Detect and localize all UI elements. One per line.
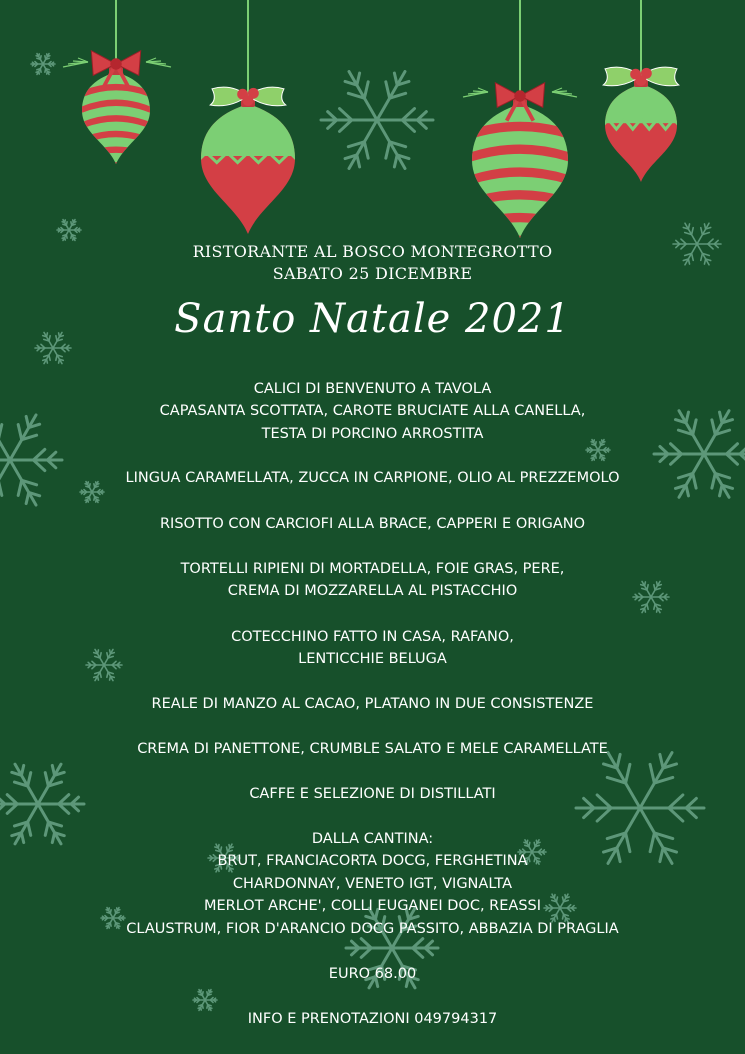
menu-line: CREMA DI MOZZARELLA AL PISTACCHIO — [227, 583, 518, 599]
event-date: SABATO 25 DICEMBRE — [272, 264, 473, 283]
contact-info: INFO E PRENOTAZIONI 049794317 — [247, 1011, 498, 1027]
wine-line: BRUT, FRANCIACORTA DOCG, FERGHETINA — [217, 853, 528, 869]
menu-line: CAFFE E SELEZIONE DI DISTILLATI — [249, 786, 496, 802]
menu-line: LINGUA CARAMELLATA, ZUCCA IN CARPIONE, OLIO AL PREZZEMOLO — [125, 470, 620, 486]
price: EURO 68.00 — [328, 966, 417, 982]
menu-line: REALE DI MANZO AL CACAO, PLATANO IN DUE CONSISTENZE — [151, 696, 594, 712]
menu-line: TORTELLI RIPIENI DI MORTADELLA, FOIE GRAS, PERE, — [180, 561, 565, 577]
menu-line: CREMA DI PANETTONE, CRUMBLE SALATO E MELE CARAMELLATE — [137, 741, 608, 757]
menu-line: CALICI DI BENVENUTO A TAVOLA — [253, 381, 492, 397]
wine-line: CLAUSTRUM, FIOR D'ARANCIO DOCG PASSITO, ABBAZIA DI PRAGLIA — [126, 921, 619, 937]
menu-line: COTECCHINO FATTO IN CASA, RAFANO, — [231, 629, 514, 645]
menu-line: LENTICCHIE BELUGA — [298, 651, 447, 667]
menu-line: CAPASANTA SCOTTATA, CAROTE BRUCIATE ALLA CANELLA, — [159, 403, 586, 419]
wine-line: CHARDONNAY, VENETO IGT, VIGNALTA — [232, 876, 513, 892]
menu-line: TESTA DI PORCINO ARROSTITA — [261, 426, 484, 442]
page-title: Santo Natale 2021 — [174, 296, 571, 342]
wine-line: MERLOT ARCHE', COLLI EUGANEI DOC, REASSI — [203, 898, 542, 914]
menu-line: RISOTTO CON CARCIOFI ALLA BRACE, CAPPERI E ORIGANO — [159, 516, 586, 532]
wine-heading: DALLA CANTINA: — [311, 831, 434, 847]
restaurant-name: RISTORANTE AL BOSCO MONTEGROTTO — [192, 242, 553, 261]
